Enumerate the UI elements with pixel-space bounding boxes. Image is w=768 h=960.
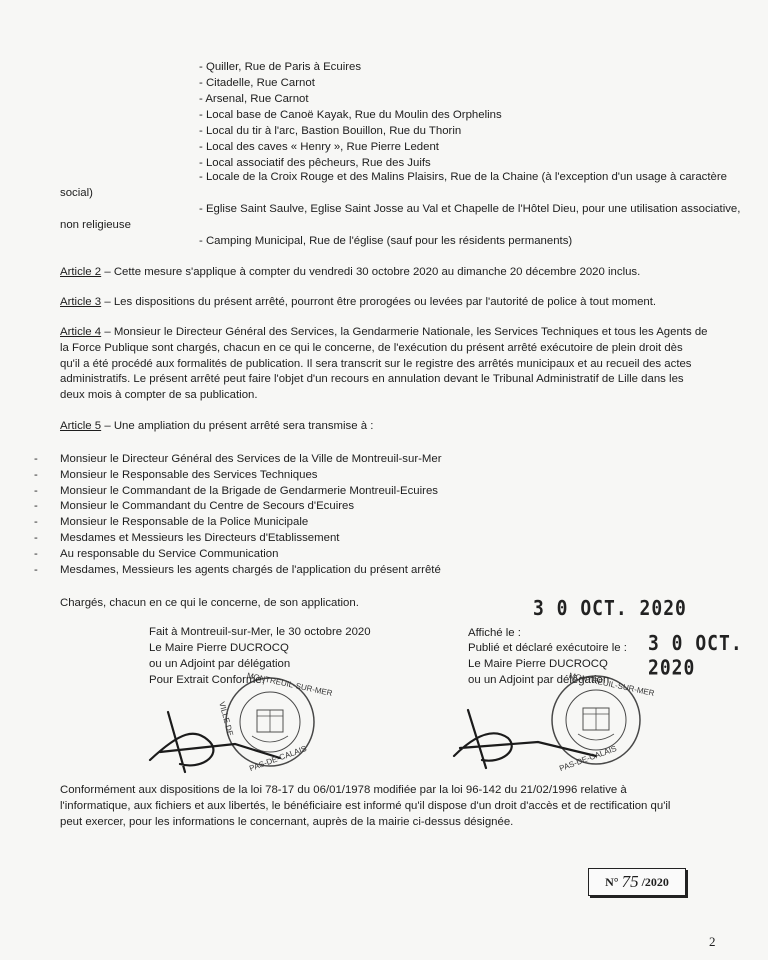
recipient-bullet: - [34,453,38,465]
article-3-label: Article 3 [60,296,102,308]
list-item-continuation: non religieuse [60,219,131,231]
list-item: - Camping Municipal, Rue de l'église (sauf pour les résidents permanents) [199,235,573,247]
recipient-bullet: - [34,485,38,497]
reference-year: /2020 [641,874,669,889]
article-4-text: – Monsieur le Directeur Général des Services, la Gendarmerie Nationale, les Services Techniques et tous les Agents de [101,326,708,338]
seal-text: MONTREUIL-SUR-MER [568,671,656,698]
recipient-item: Monsieur le Commandant du Centre de Secours d'Ecuires [60,500,355,512]
recipient-bullet: - [34,516,38,528]
seal-text: VILLE DE [217,700,235,738]
article-4-label: Article 4 [60,326,102,338]
seal-text: MONTREUIL-SUR-MER [246,671,334,698]
privacy-line: l'informatique, aux fichiers et aux libertés, le bénéficiaire est informé qu'il dispose d'un droit d'accès et de rectification qu'il [60,800,671,812]
article-5 [60,419,373,433]
signature-deputy: ou un Adjoint par délégation [468,674,610,686]
article-2-label: Article 2 [60,266,102,278]
article-4-line: administratifs. Le présent arrêté peut faire l'objet d'un recours en annulation devant le Tribunal Administratif de Lille dans les [60,373,684,385]
reference-number: 75 [621,872,639,891]
article-2 [60,265,640,279]
privacy-line: Conformément aux dispositions de la loi 78-17 du 06/01/1978 modifiée par la loi 96-142 du 21/02/1996 relative à [60,784,627,796]
recipient-bullet: - [34,532,38,544]
charges-line: Chargés, chacun en ce qui le concerne, de son application. [60,597,359,609]
published-label: Publié et déclaré exécutoire le : [468,642,627,654]
article-5-label: Article 5 [60,420,102,432]
article-3-text: – Les dispositions du présent arrêté, pourront être prorogées ou levées par l'autorité de police à tout moment. [101,296,657,308]
list-item: - Arsenal, Rue Carnot [199,93,309,105]
recipient-bullet: - [34,469,38,481]
date-stamp: 3 0 OCT. 2020 [648,631,743,681]
article-5-text: – Une ampliation du présent arrêté sera transmise à : [101,420,374,432]
seal-text: PAS-DE-CALAIS [558,743,618,774]
article-4-line: la Force Publique sont chargés, chacun en ce qui le concerne, de l'exécution du présent arrêté exécutoire de plein droit dès [60,342,683,354]
signature-place-date: Fait à Montreuil-sur-Mer, le 30 octobre 2020 [149,626,371,638]
date-stamp: 3 0 OCT. 2020 [533,596,687,621]
recipient-bullet: - [34,500,38,512]
recipient-item: Monsieur le Responsable des Services Techniques [60,469,318,481]
list-item: - Citadelle, Rue Carnot [199,77,315,89]
privacy-line: peut exercer, pour les informations le concernant, auprès de la mairie ci-dessus désignée. [60,816,514,828]
signature-mayor: Le Maire Pierre DUCROCQ [149,642,289,654]
article-4-line: qu'il a été procédé aux formalités de publication. Il sera transcrit sur le registre des arrêtés municipaux et au recueil des actes [60,358,692,370]
recipient-item: Monsieur le Commandant de la Brigade de Gendarmerie Montreuil-Ecuires [60,485,438,497]
list-item: - Local base de Canoë Kayak, Rue du Moulin des Orphelins [199,109,502,121]
article-4-line [60,325,708,339]
reference-prefix: N° [605,874,619,889]
list-item: - Locale de la Croix Rouge et des Malins Plaisirs, Rue de la Chaine (à l'exception d'un usage à caractère [199,171,727,183]
article-3 [60,295,656,309]
list-item: - Local du tir à l'arc, Bastion Bouillon, Rue du Thorin [199,125,462,137]
recipient-item: Monsieur le Directeur Général des Services de la Ville de Montreuil-sur-Mer [60,453,442,465]
recipient-item: Monsieur le Responsable de la Police Municipale [60,516,309,528]
article-4-line: deux mois à compter de sa publication. [60,389,258,401]
list-item-continuation: social) [60,187,93,199]
page-number: 2 [709,934,716,949]
recipient-bullet: - [34,548,38,560]
list-item: - Quiller, Rue de Paris à Ecuires [199,61,362,73]
list-item: - Local des caves « Henry », Rue Pierre Ledent [199,141,439,153]
signature-mayor: Le Maire Pierre DUCROCQ [468,658,608,670]
recipient-item: Mesdames, Messieurs les agents chargés de l'application du présent arrêté [60,564,441,576]
list-item: - Local associatif des pêcheurs, Rue des Juifs [199,157,431,169]
recipient-bullet: - [34,564,38,576]
signature-deputy: ou un Adjoint par délégation [149,658,291,670]
recipient-item: Mesdames et Messieurs les Directeurs d'Etablissement [60,532,340,544]
reference-number-box [588,868,686,896]
article-2-text: – Cette mesure s'applique à compter du vendredi 30 octobre 2020 au dimanche 20 décembre 2020 inclus. [101,266,641,278]
list-item: - Eglise Saint Saulve, Eglise Saint Josse au Val et Chapelle de l'Hôtel Dieu, pour une utilisation associative, [199,203,741,215]
signature-certified: Pour Extrait Conforme, [149,674,265,686]
seal-text: PAS-DE-CALAIS [248,743,308,774]
posted-label: Affiché le : [468,627,521,639]
recipient-item: Au responsable du Service Communication [60,548,279,560]
